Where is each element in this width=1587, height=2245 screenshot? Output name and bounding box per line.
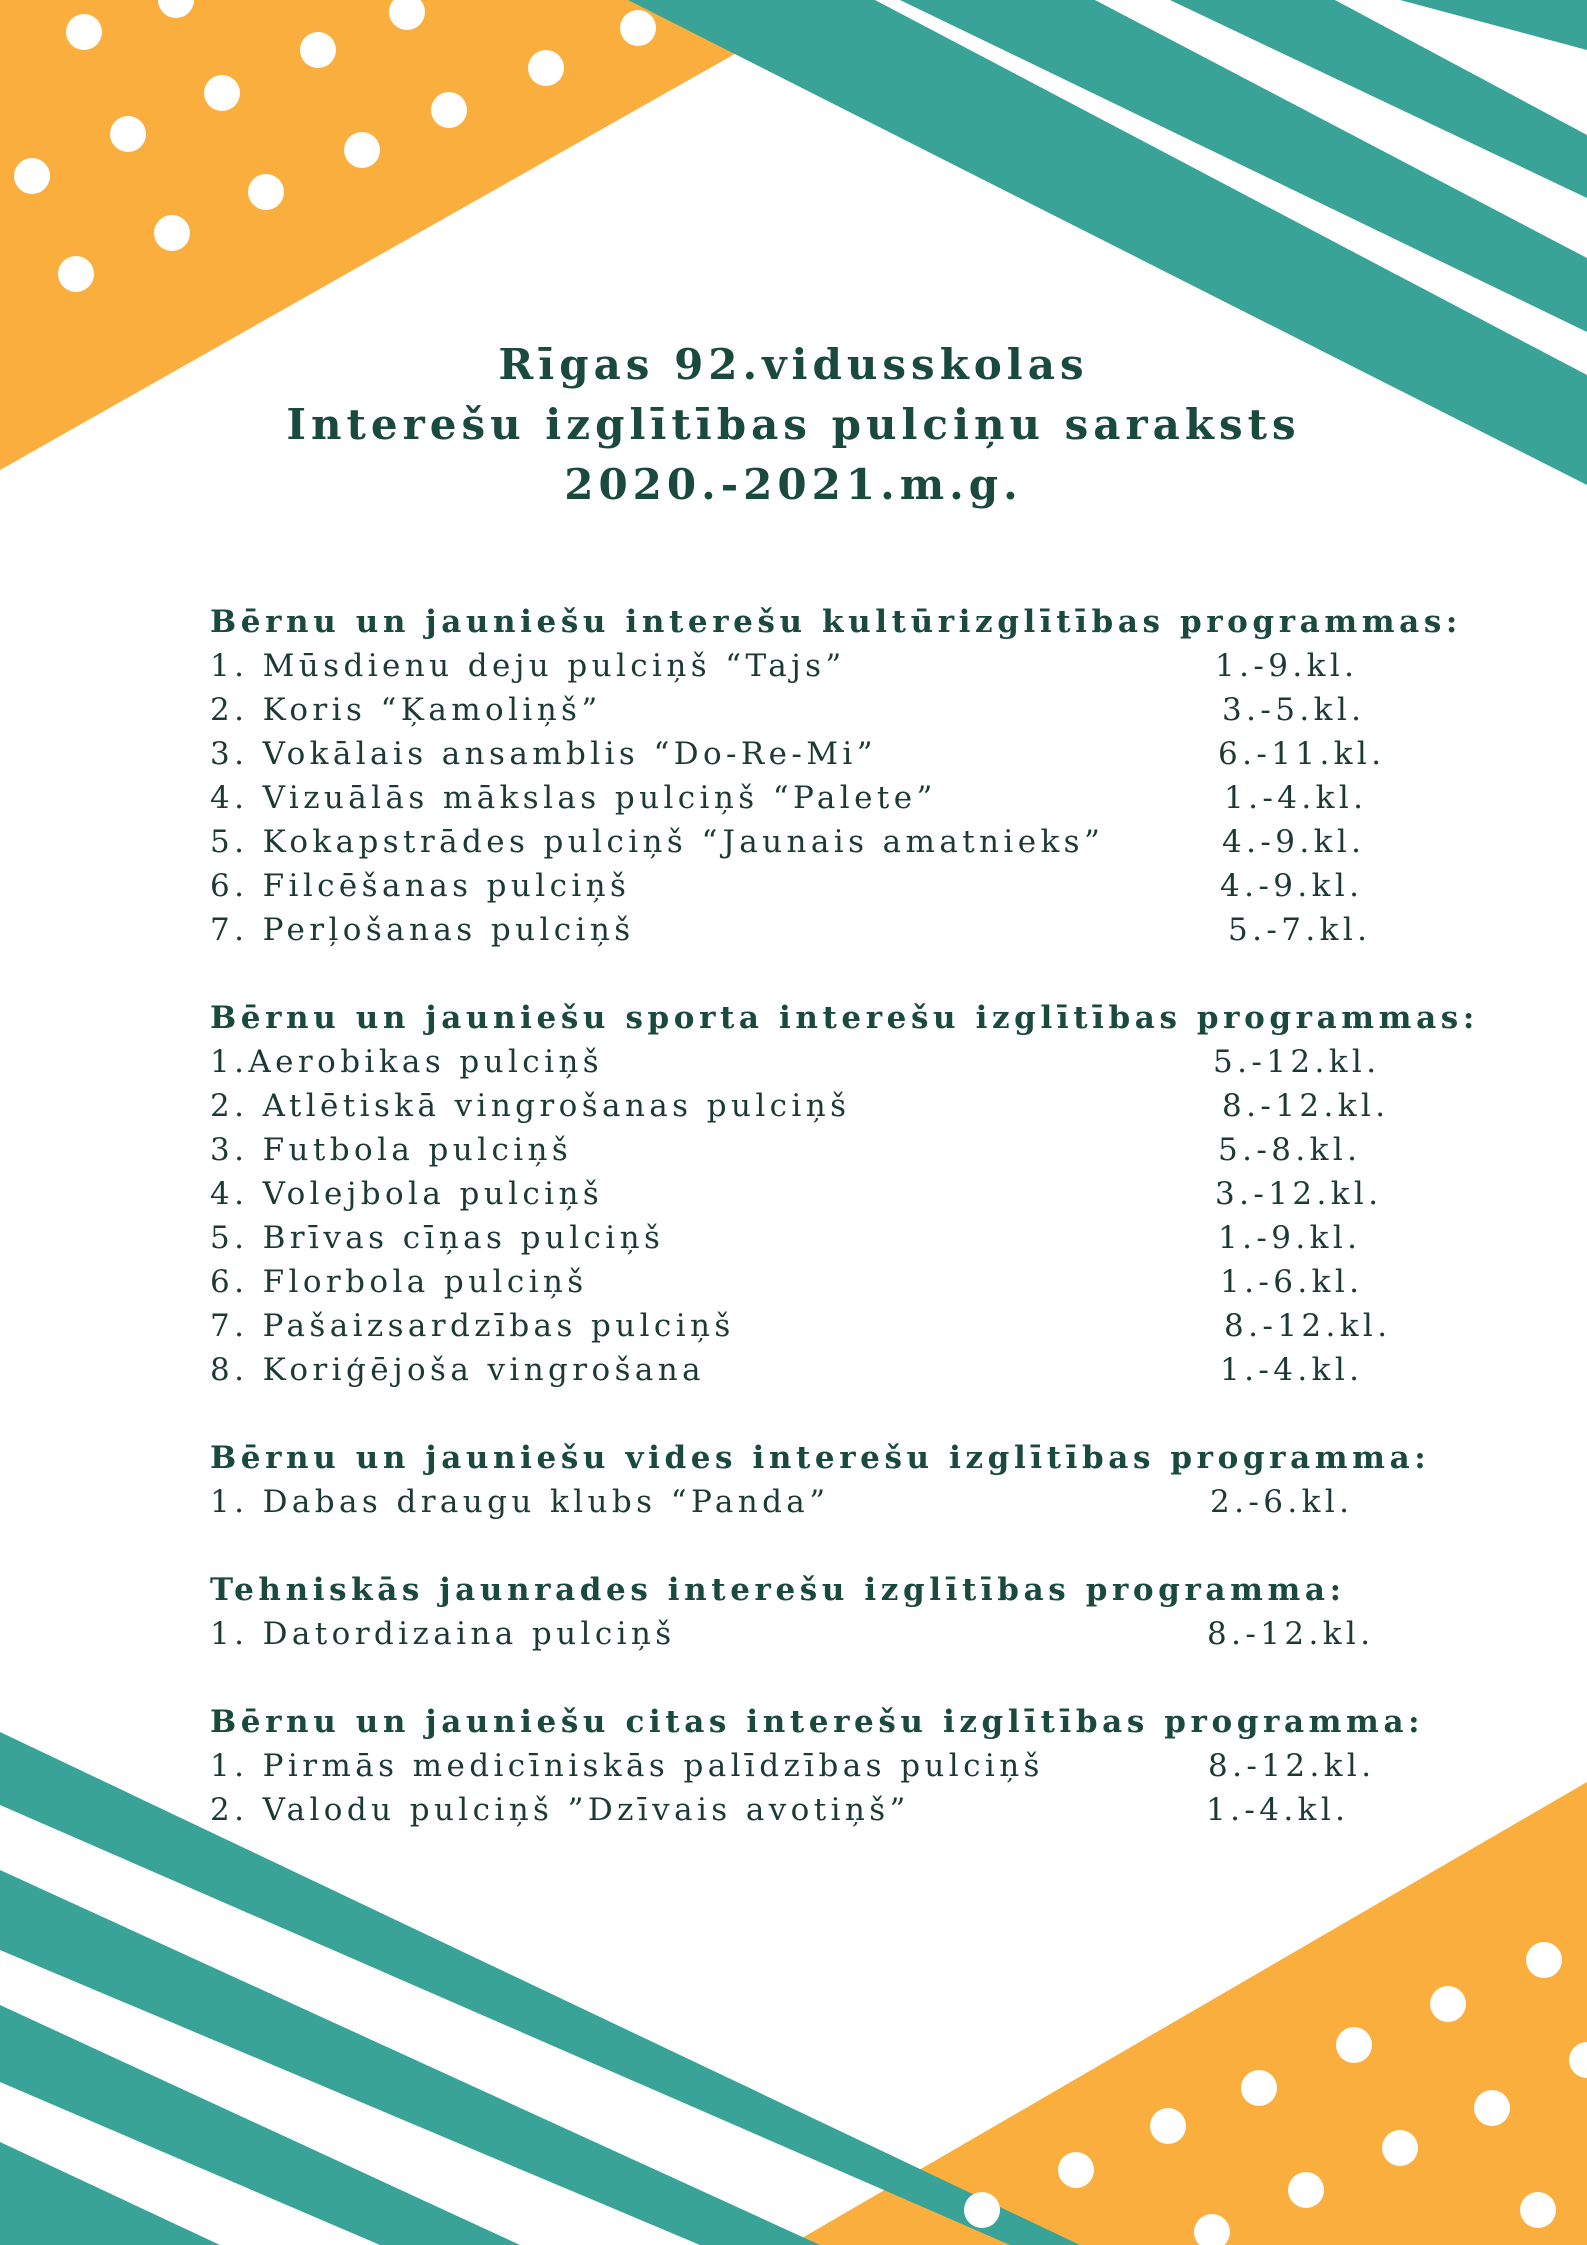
program-item [210,820,1440,864]
program-item [210,1348,1440,1392]
program-grades: 1.-9.kl. [1218,1220,1362,1256]
page-title-school: Rīgas 92.vidusskolas [498,340,1089,389]
program-item [210,1260,1440,1304]
program-grades: 8.-12.kl. [1224,1308,1392,1344]
program-item [210,1216,1440,1260]
program-name: 1. Mūsdienu deju pulciņš “Tajs” [210,648,846,684]
program-item [210,1304,1440,1348]
program-item [210,688,1440,732]
program-item [210,1040,1440,1084]
program-grades: 5.-7.kl. [1228,912,1372,948]
program-name: 3. Vokālais ansamblis “Do-Re-Mi” [210,736,877,772]
program-name: 8. Koriģējoša vingrošana [210,1352,706,1388]
program-item [210,1128,1440,1172]
program-grades: 1.-6.kl. [1220,1264,1364,1300]
program-grades: 8.-12.kl. [1222,1088,1390,1124]
program-section [210,1568,1440,1656]
program-grades: 1.-9.kl. [1215,648,1359,684]
program-name: 4. Vizuālās mākslas pulciņš “Palete” [210,780,937,816]
program-grades: 1.-4.kl. [1220,1352,1364,1388]
program-name: 2. Koris “Ķamoliņš” [210,692,602,728]
program-grades: 1.-4.kl. [1224,780,1368,816]
program-name: 1.Aerobikas pulciņš [210,1044,604,1080]
program-item [210,1084,1440,1128]
program-section [210,600,1462,952]
program-section [210,1436,1440,1524]
program-item [210,732,1440,776]
program-name: 1. Dabas draugu klubs “Panda” [210,1484,830,1520]
program-item [210,908,1440,952]
section-heading: Bērnu un jauniešu vides interešu izglītības programma: [210,1440,1431,1476]
program-grades: 8.-12.kl. [1207,1616,1375,1652]
program-name: 6. Filcēšanas pulciņš [210,868,631,904]
program-grades: 3.-5.kl. [1222,692,1366,728]
program-grades: 3.-12.kl. [1215,1176,1383,1212]
program-grades: 5.-8.kl. [1218,1132,1362,1168]
program-name: 7. Pašaizsardzības pulciņš [210,1308,735,1344]
section-heading: Tehniskās jaunrades interešu izglītības programma: [210,1572,1346,1608]
program-item [210,776,1440,820]
program-item [210,864,1440,908]
program-name: 1. Datordizaina pulciņš [210,1616,676,1652]
page-title-year: 2020.-2021.m.g. [564,460,1023,509]
program-grades: 1.-4.kl. [1206,1792,1350,1828]
program-section [210,1700,1440,1832]
program-grades: 6.-11.kl. [1218,736,1386,772]
program-item [210,1480,1440,1524]
page-title-list: Interešu izglītības pulciņu saraksts [286,400,1301,449]
program-grades: 4.-9.kl. [1220,868,1364,904]
program-name: 5. Kokapstrādes pulciņš “Jaunais amatnieks” [210,824,1105,860]
program-name: 2. Atlētiskā vingrošanas pulciņš [210,1088,851,1124]
program-name: 1. Pirmās medicīniskās palīdzības pulciņš [210,1748,1044,1784]
program-name: 6. Florbola pulciņš [210,1264,588,1300]
program-list [210,600,1479,1876]
program-item [210,1172,1440,1216]
program-name: 7. Perļošanas pulciņš [210,912,635,948]
program-name: 2. Valodu pulciņš ”Dzīvais avotiņš” [210,1792,910,1828]
program-grades: 4.-9.kl. [1222,824,1366,860]
program-name: 3. Futbola pulciņš [210,1132,573,1168]
section-heading: Bērnu un jauniešu sporta interešu izglītības programmas: [210,1000,1479,1036]
program-grades: 2.-6.kl. [1210,1484,1354,1520]
program-item [210,1612,1440,1656]
program-grades: 5.-12.kl. [1213,1044,1381,1080]
program-item [210,1744,1440,1788]
program-grades: 8.-12.kl. [1208,1748,1376,1784]
program-item [210,644,1440,688]
program-name: 4. Volejbola pulciņš [210,1176,604,1212]
program-name: 5. Brīvas cīņas pulciņš [210,1220,665,1256]
section-heading: Bērnu un jauniešu citas interešu izglītības programma: [210,1704,1425,1740]
program-section [210,996,1479,1392]
program-item [210,1788,1440,1832]
section-heading: Bērnu un jauniešu interešu kultūrizglītības programmas: [210,604,1462,640]
